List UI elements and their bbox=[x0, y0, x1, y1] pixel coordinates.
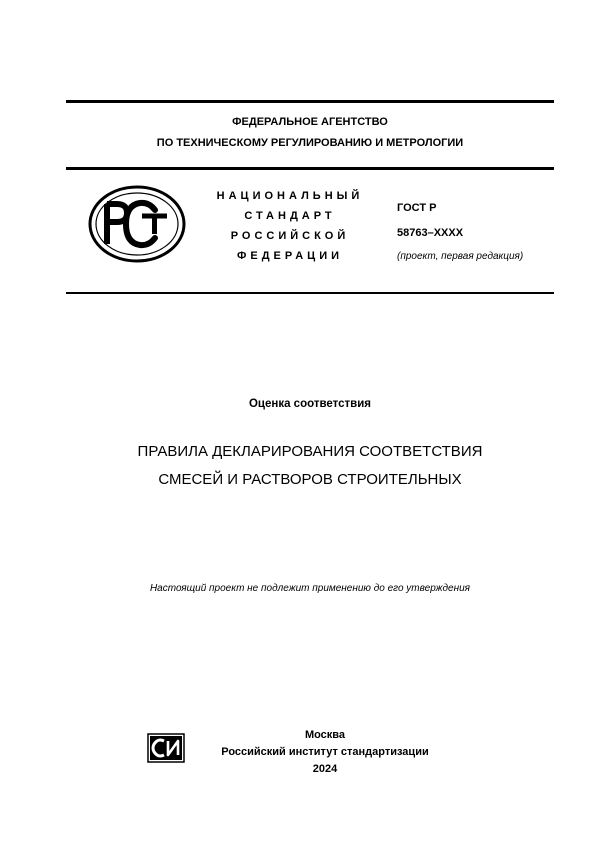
type-line-4: ФЕДЕРАЦИИ bbox=[236, 250, 344, 262]
publication-year: 2024 bbox=[312, 763, 338, 775]
top-rule bbox=[66, 100, 554, 103]
type-line-2: СТАНДАРТ bbox=[244, 210, 336, 222]
draft-note: (проект, первая редакция) bbox=[397, 251, 524, 262]
agency-name bbox=[66, 114, 554, 151]
type-line-1: НАЦИОНАЛЬНЫЙ bbox=[216, 190, 364, 202]
type-line-3: РОССИЙСКОЙ bbox=[230, 230, 350, 242]
publisher-city: Москва bbox=[304, 729, 346, 741]
document-title-line-2: СМЕСЕЙ И РАСТВОРОВ СТРОИТЕЛЬНЫХ bbox=[158, 471, 462, 488]
document-subject: Оценка соответствия bbox=[248, 398, 371, 410]
logo-block-bottom-rule bbox=[66, 292, 554, 294]
header-bottom-rule bbox=[66, 167, 554, 170]
agency-line-1: ФЕДЕРАЛЬНОЕ АГЕНТСТВО bbox=[232, 116, 388, 128]
standard-number: 58763–XXXX bbox=[397, 227, 464, 239]
standard-code-prefix: ГОСТ Р bbox=[397, 202, 437, 214]
draft-disclaimer: Настоящий проект не подлежит применению до его утверждения bbox=[149, 583, 471, 594]
publisher-name: Российский институт стандартизации bbox=[221, 746, 429, 758]
document-title-line-1: ПРАВИЛА ДЕКЛАРИРОВАНИЯ СООТВЕТСТВИЯ bbox=[137, 443, 483, 460]
gost-r-logo-icon bbox=[87, 184, 187, 264]
agency-line-2: ПО ТЕХНИЧЕСКОМУ РЕГУЛИРОВАНИЮ И МЕТРОЛОГИИ bbox=[156, 137, 464, 149]
national-standard-label bbox=[205, 190, 375, 270]
